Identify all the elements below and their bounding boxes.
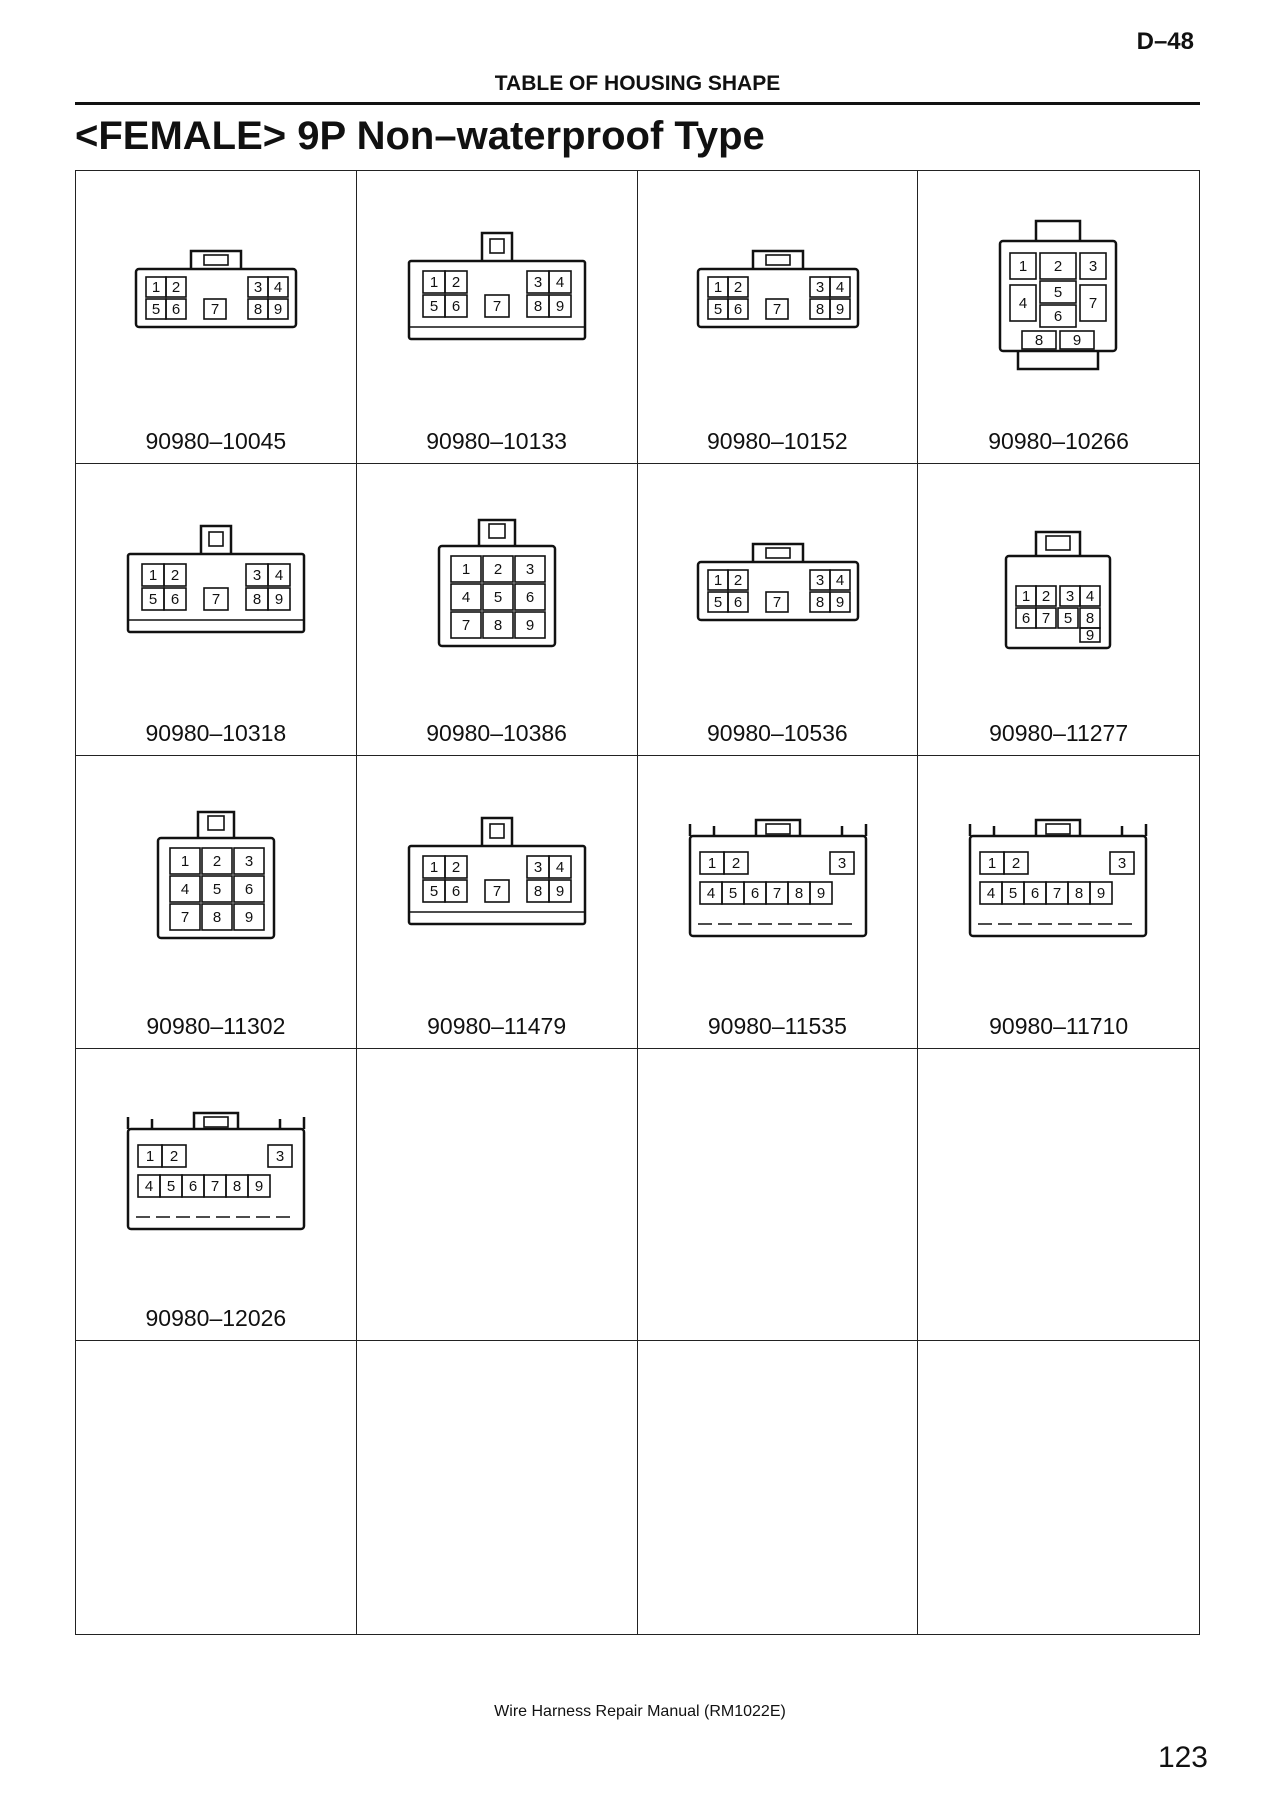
- page-number: 123: [1157, 1741, 1208, 1774]
- empty-cell: [357, 1341, 638, 1634]
- svg-text:2: 2: [169, 1147, 179, 1165]
- svg-text:3: 3: [837, 855, 846, 873]
- connector-cell: [357, 464, 638, 757]
- svg-text:9: 9: [525, 616, 534, 634]
- part-number: 90980–10266: [988, 427, 1129, 454]
- part-number: 90980–10152: [707, 427, 848, 454]
- connector-cell: [76, 171, 357, 464]
- svg-text:7: 7: [1053, 885, 1062, 903]
- svg-text:8: 8: [1086, 609, 1095, 627]
- svg-text:7: 7: [772, 593, 781, 611]
- connector-housing-diagram: [76, 201, 356, 401]
- svg-text:5: 5: [728, 885, 737, 903]
- connector-housing-diagram: [357, 494, 637, 694]
- connector-housing-diagram: [638, 201, 918, 401]
- section-title: TABLE OF HOUSING SHAPE: [494, 72, 781, 95]
- empty-cell: [918, 1049, 1199, 1342]
- svg-text:7: 7: [1042, 609, 1051, 627]
- svg-text:5: 5: [713, 301, 722, 318]
- part-number: 90980–10536: [707, 720, 848, 747]
- svg-text:4: 4: [144, 1177, 154, 1195]
- connector-cell: [918, 171, 1199, 464]
- svg-text:6: 6: [750, 885, 759, 903]
- page-title: <FEMALE> 9P Non–waterproof Type: [75, 114, 765, 158]
- svg-text:4: 4: [706, 885, 715, 903]
- connector-housing-diagram: [76, 786, 356, 986]
- svg-text:8: 8: [1035, 332, 1044, 349]
- part-number: 90980–12026: [145, 1305, 287, 1332]
- svg-text:6: 6: [451, 883, 460, 901]
- svg-text:8: 8: [212, 909, 222, 927]
- svg-text:6: 6: [733, 301, 742, 318]
- svg-text:1: 1: [180, 853, 190, 871]
- part-number: 90980–10045: [145, 427, 287, 454]
- svg-text:7: 7: [492, 298, 501, 315]
- svg-text:8: 8: [252, 590, 262, 608]
- svg-text:4: 4: [1019, 295, 1028, 312]
- svg-text:5: 5: [1064, 609, 1073, 627]
- connector-cell: [638, 756, 919, 1049]
- svg-text:2: 2: [451, 274, 460, 291]
- connector-housing-diagram: [76, 1079, 356, 1279]
- housing-shape-table: [75, 170, 1200, 1635]
- empty-cell: [638, 1341, 919, 1634]
- connector-cell: [918, 756, 1199, 1049]
- svg-text:1: 1: [461, 560, 470, 578]
- svg-text:6: 6: [171, 301, 181, 318]
- part-number: 90980–11479: [427, 1012, 567, 1039]
- part-number: 90980–11302: [146, 1012, 286, 1039]
- svg-text:3: 3: [1089, 258, 1098, 275]
- svg-text:4: 4: [274, 566, 284, 584]
- svg-text:7: 7: [1089, 295, 1098, 312]
- connector-cell: [357, 756, 638, 1049]
- svg-text:3: 3: [533, 859, 542, 877]
- svg-text:9: 9: [244, 909, 254, 927]
- svg-text:2: 2: [170, 566, 180, 584]
- svg-text:5: 5: [1054, 284, 1063, 301]
- svg-text:1: 1: [713, 279, 722, 296]
- svg-text:3: 3: [525, 560, 534, 578]
- svg-text:7: 7: [210, 1177, 220, 1195]
- svg-text:2: 2: [171, 279, 181, 296]
- svg-text:3: 3: [533, 274, 542, 291]
- connector-housing-diagram: [638, 786, 918, 986]
- svg-text:7: 7: [772, 885, 781, 903]
- svg-text:4: 4: [180, 881, 190, 899]
- svg-text:5: 5: [166, 1177, 176, 1195]
- connector-cell: [918, 464, 1199, 757]
- svg-text:1: 1: [429, 274, 438, 291]
- svg-text:7: 7: [211, 590, 221, 608]
- svg-text:1: 1: [148, 566, 158, 584]
- svg-text:2: 2: [493, 560, 502, 578]
- svg-text:9: 9: [555, 883, 564, 901]
- svg-text:8: 8: [815, 301, 824, 318]
- svg-text:5: 5: [493, 588, 502, 606]
- svg-text:9: 9: [1097, 885, 1106, 903]
- svg-text:9: 9: [1073, 332, 1082, 349]
- svg-text:2: 2: [733, 279, 742, 296]
- svg-text:8: 8: [533, 883, 542, 901]
- svg-text:9: 9: [273, 301, 283, 318]
- footer-manual-title: Wire Harness Repair Manual (RM1022E): [494, 1703, 786, 1720]
- svg-text:2: 2: [733, 571, 742, 589]
- connector-housing-diagram: [357, 786, 637, 986]
- connector-housing-diagram: [918, 201, 1198, 401]
- svg-text:3: 3: [252, 566, 262, 584]
- empty-cell: [76, 1341, 357, 1634]
- connector-housing-diagram: [918, 786, 1198, 986]
- svg-text:6: 6: [451, 298, 460, 315]
- svg-text:4: 4: [461, 588, 470, 606]
- svg-text:2: 2: [212, 853, 222, 871]
- svg-text:6: 6: [1031, 885, 1040, 903]
- svg-text:9: 9: [816, 885, 825, 903]
- svg-text:9: 9: [254, 1177, 264, 1195]
- svg-text:8: 8: [815, 593, 824, 611]
- svg-text:1: 1: [151, 279, 161, 296]
- svg-text:6: 6: [244, 881, 254, 899]
- svg-text:6: 6: [525, 588, 534, 606]
- svg-text:3: 3: [1118, 855, 1127, 873]
- part-number: 90980–10133: [426, 427, 567, 454]
- part-number: 90980–11277: [989, 720, 1129, 747]
- connector-cell: [638, 464, 919, 757]
- svg-text:5: 5: [713, 593, 722, 611]
- page-reference: D–48: [1136, 28, 1194, 55]
- svg-text:4: 4: [1086, 587, 1095, 605]
- svg-text:8: 8: [493, 616, 502, 634]
- svg-text:8: 8: [533, 298, 542, 315]
- part-number: 90980–11535: [707, 1012, 847, 1039]
- connector-housing-diagram: [638, 494, 918, 694]
- svg-text:3: 3: [275, 1147, 285, 1165]
- part-number: 90980–11710: [989, 1012, 1129, 1039]
- svg-text:2: 2: [1042, 587, 1051, 605]
- svg-text:7: 7: [180, 909, 190, 927]
- svg-text:1: 1: [713, 571, 722, 589]
- svg-text:4: 4: [555, 859, 564, 877]
- svg-text:9: 9: [835, 301, 844, 318]
- svg-text:3: 3: [815, 571, 824, 589]
- part-number: 90980–10386: [426, 720, 567, 747]
- svg-text:5: 5: [429, 298, 438, 315]
- svg-text:8: 8: [1075, 885, 1084, 903]
- connector-cell: [638, 171, 919, 464]
- svg-text:1: 1: [1022, 587, 1031, 605]
- svg-text:3: 3: [815, 279, 824, 296]
- svg-text:1: 1: [429, 859, 438, 877]
- svg-text:1: 1: [988, 855, 997, 873]
- svg-text:3: 3: [244, 853, 254, 871]
- svg-text:8: 8: [253, 301, 263, 318]
- svg-text:7: 7: [772, 301, 781, 318]
- connector-cell: [357, 171, 638, 464]
- svg-text:7: 7: [492, 883, 501, 901]
- connector-housing-diagram: [76, 494, 356, 694]
- svg-text:7: 7: [210, 301, 220, 318]
- svg-text:9: 9: [274, 590, 284, 608]
- svg-text:6: 6: [1054, 308, 1063, 325]
- svg-text:9: 9: [835, 593, 844, 611]
- svg-text:1: 1: [1019, 258, 1028, 275]
- svg-text:5: 5: [148, 590, 158, 608]
- svg-text:5: 5: [1009, 885, 1018, 903]
- svg-text:2: 2: [1054, 258, 1063, 275]
- empty-cell: [918, 1341, 1199, 1634]
- svg-text:5: 5: [151, 301, 161, 318]
- part-number: 90980–10318: [145, 720, 287, 747]
- svg-text:5: 5: [429, 883, 438, 901]
- svg-text:5: 5: [212, 881, 222, 899]
- svg-text:4: 4: [835, 279, 844, 296]
- svg-text:7: 7: [461, 616, 470, 634]
- svg-text:6: 6: [1022, 609, 1031, 627]
- svg-text:2: 2: [731, 855, 740, 873]
- empty-cell: [357, 1049, 638, 1342]
- svg-text:4: 4: [987, 885, 996, 903]
- svg-text:6: 6: [170, 590, 180, 608]
- connector-cell: [76, 464, 357, 757]
- svg-text:1: 1: [145, 1147, 155, 1165]
- svg-text:8: 8: [794, 885, 803, 903]
- svg-text:4: 4: [273, 279, 283, 296]
- header-rule: [75, 102, 1200, 105]
- connector-cell: [76, 1049, 357, 1342]
- connector-housing-diagram: [918, 494, 1198, 694]
- svg-text:9: 9: [1086, 626, 1095, 644]
- svg-text:3: 3: [253, 279, 263, 296]
- svg-text:2: 2: [1012, 855, 1021, 873]
- connector-housing-diagram: [357, 201, 637, 401]
- svg-text:3: 3: [1066, 587, 1075, 605]
- svg-text:4: 4: [835, 571, 844, 589]
- empty-cell: [638, 1049, 919, 1342]
- svg-text:6: 6: [733, 593, 742, 611]
- svg-text:9: 9: [555, 298, 564, 315]
- svg-text:1: 1: [707, 855, 716, 873]
- svg-text:4: 4: [555, 274, 564, 291]
- connector-cell: [76, 756, 357, 1049]
- svg-text:8: 8: [232, 1177, 242, 1195]
- svg-text:6: 6: [188, 1177, 198, 1195]
- svg-text:2: 2: [451, 859, 460, 877]
